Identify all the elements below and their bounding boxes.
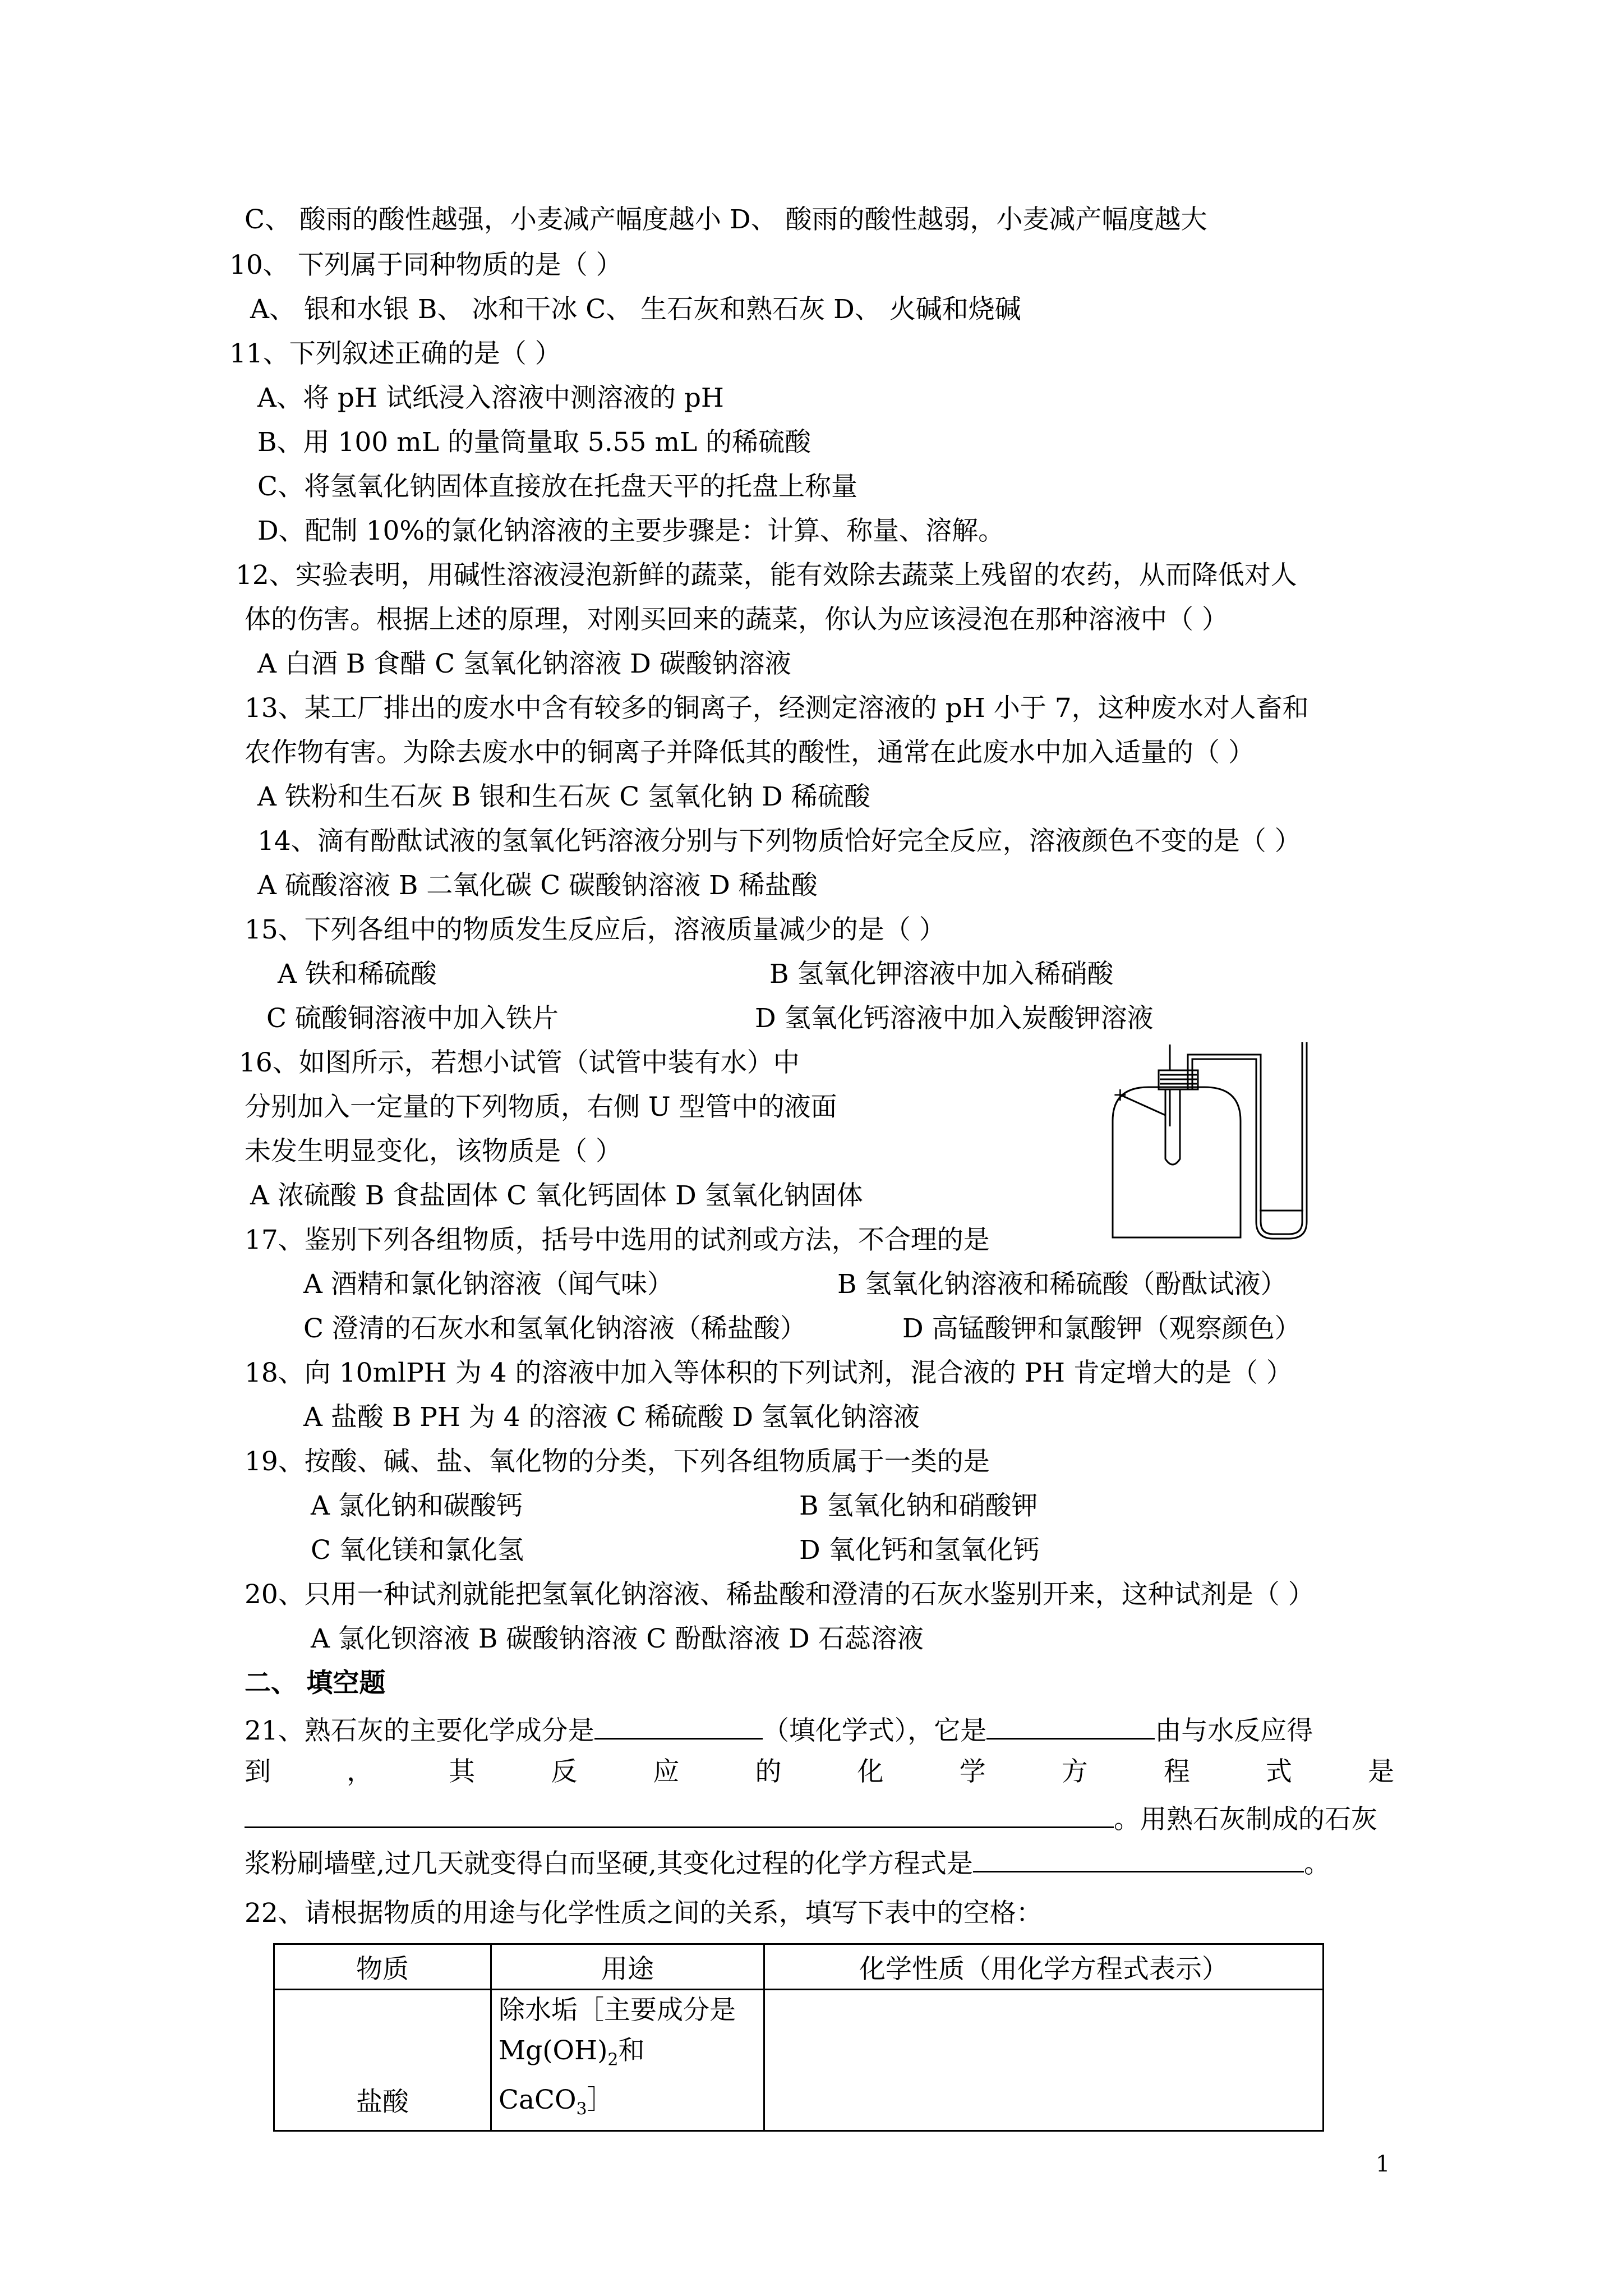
q22-table [273, 1943, 1324, 2132]
header-use: 用途 [491, 1944, 764, 1990]
q19-option-b: B 氢氧化钠和硝酸钾 [799, 1490, 1038, 1521]
q21-blank-source[interactable] [986, 1711, 1155, 1740]
q21-blank-equation-1[interactable] [245, 1800, 1114, 1828]
q10-stem: 10、 下列属于同种物质的是（ ） [229, 250, 623, 280]
section-heading-fill-in: 二、 填空题 [245, 1668, 386, 1699]
q21-line-3 [245, 1800, 1377, 1833]
q18-options: A 盐酸 B PH 为 4 的溶液 C 稀硫酸 D 氢氧化钠溶液 [303, 1402, 920, 1433]
q11-option-c: C、将氢氧化钠固体直接放在托盘天平的托盘上称量 [257, 471, 857, 502]
q16-stem-2: 分别加入一定量的下列物质，右侧 U 型管中的液面 [245, 1092, 837, 1122]
u-tube-right [1256, 1042, 1307, 1239]
q21-text-6: 。 [1303, 1848, 1330, 1879]
q19-option-a: A 氯化钠和碳酸钙 [311, 1490, 523, 1521]
q21-line-4 [245, 1844, 1330, 1878]
q14-stem: 14、滴有酚酞试液的氢氧化钙溶液分别与下列物质恰好完全反应，溶液颜色不变的是（ ） [257, 826, 1301, 857]
q17-option-c: C 澄清的石灰水和氢氧化钠溶液（稀盐酸） [303, 1313, 806, 1344]
q13-stem-1: 13、某工厂排出的废水中含有较多的铜离子，经测定溶液的 pH 小于 7，这种废水对人畜和 [245, 693, 1309, 724]
header-substance: 物质 [274, 1944, 491, 1990]
q21-blank-formula[interactable] [594, 1711, 763, 1740]
cell-use-line-1: 除水垢［主要成分是 [499, 1995, 736, 2026]
q17-option-b: B 氢氧化钠溶液和稀硫酸（酚酞试液） [837, 1269, 1287, 1300]
cell-chemical-property-answer[interactable] [764, 1990, 1324, 2131]
q20-stem: 20、只用一种试剂就能把氢氧化钠溶液、稀盐酸和澄清的石灰水鉴别开来，这种试剂是（ ） [245, 1579, 1315, 1610]
table-row [274, 1990, 1324, 2131]
q12-stem-1: 12、实验表明，用碱性溶液浸泡新鲜的蔬菜，能有效除去蔬菜上残留的农药，从而降低对人 [236, 560, 1297, 591]
cell-use [491, 1990, 764, 2131]
page-number: 1 [1376, 2151, 1390, 2177]
q17-option-a: A 酒精和氯化钠溶液（闻气味） [303, 1269, 674, 1300]
q21-text-2: （填化学式），它是 [762, 1715, 987, 1746]
q16-stem-1: 16、如图所示，若想小试管（试管中装有水）中 [239, 1047, 800, 1078]
q16-stem-3: 未发生明显变化，该物质是（ ） [245, 1136, 622, 1167]
q21-line-2: 到 ， 其 反 应 的 化 学 方 程 式 是 [245, 1756, 1394, 1787]
q11-option-d: D、配制 10%的氯化钠溶液的主要步骤是：计算、称量、溶解。 [257, 516, 1005, 546]
q21-text-4: 。用熟石灰制成的石灰 [1114, 1804, 1377, 1835]
q19-stem: 19、按酸、碱、盐、氧化物的分类，下列各组物质属于一类的是 [245, 1446, 990, 1477]
q22-stem: 22、请根据物质的用途与化学性质之间的关系，填写下表中的空格： [245, 1898, 1043, 1929]
u-tube-apparatus-diagram [1109, 1042, 1345, 1244]
q12-options: A 白酒 B 食醋 C 氢氧化钠溶液 D 碳酸钠溶液 [257, 648, 791, 679]
q17-option-d: D 高锰酸钾和氯酸钾（观察颜色） [902, 1313, 1301, 1344]
plus-sign: + [1113, 1084, 1128, 1105]
q15-stem: 15、下列各组中的物质发生反应后，溶液质量减少的是（ ） [245, 914, 946, 945]
q14-options: A 硫酸溶液 B 二氧化碳 C 碳酸钠溶液 D 稀盐酸 [257, 870, 818, 901]
q13-stem-2: 农作物有害。为除去废水中的铜离子并降低其的酸性，通常在此废水中加入适量的（ ） [245, 737, 1255, 768]
q11-option-a: A、将 pH 试纸浸入溶液中测溶液的 pH [257, 383, 724, 413]
q15-option-a: A 铁和稀硫酸 [278, 959, 437, 990]
q21-text-3: 由与水反应得 [1155, 1715, 1313, 1746]
q15-option-c: C 硫酸铜溶液中加入铁片 [266, 1003, 559, 1034]
q19-option-c: C 氧化镁和氯化氢 [311, 1535, 524, 1566]
q19-option-d: D 氧化钙和氢氧化钙 [799, 1535, 1040, 1566]
cell-use-line-2: $Mg(OH)_2$和 CaCO$_3$］ [499, 2035, 645, 2119]
q16-options: A 浓硫酸 B 食盐固体 C 氧化钙固体 D 氢氧化钠固体 [250, 1180, 863, 1211]
q21-blank-equation-2[interactable] [973, 1844, 1304, 1872]
q20-options: A 氯化钡溶液 B 碳酸钠溶液 C 酚酞溶液 D 石蕊溶液 [311, 1623, 924, 1654]
q21-text-5: 浆粉刷墙壁,过几天就变得白而坚硬,其变化过程的化学方程式是 [245, 1848, 973, 1879]
table-header-row [274, 1944, 1324, 1990]
q21-text-1: 21、熟石灰的主要化学成分是 [245, 1715, 594, 1746]
q21-line-1 [245, 1711, 1313, 1745]
cell-substance: 盐酸 [274, 1990, 491, 2131]
q15-option-d: D 氢氧化钙溶液中加入炭酸钾溶液 [755, 1003, 1154, 1034]
q11-stem: 11、下列叙述正确的是（ ） [229, 338, 561, 369]
q9-options-cd: C、 酸雨的酸性越强，小麦减产幅度越小 D、 酸雨的酸性越弱，小麦减产幅度越大 [245, 204, 1207, 235]
q13-options: A 铁粉和生石灰 B 银和生石灰 C 氢氧化钠 D 稀硫酸 [257, 781, 870, 812]
q17-stem: 17、鉴别下列各组物质，括号中选用的试剂或方法，不合理的是 [245, 1225, 990, 1255]
header-chemical-property: 化学性质（用化学方程式表示） [764, 1944, 1324, 1990]
q18-stem: 18、向 10mlPH 为 4 的溶液中加入等体积的下列试剂，混合液的 PH 肯定增大的是（ ） [245, 1358, 1293, 1388]
q15-option-b: B 氢氧化钾溶液中加入稀硝酸 [769, 959, 1114, 990]
q11-option-b: B、用 100 mL 的量筒量取 5.55 mL 的稀硫酸 [257, 427, 811, 458]
small-test-tube [1165, 1089, 1180, 1165]
q10-options: A、 银和水银 B、 冰和干冰 C、 生石灰和熟石灰 D、 火碱和烧碱 [250, 294, 1021, 325]
q12-stem-2: 体的伤害。根据上述的原理，对刚买回来的蔬菜，你认为应该浸泡在那种溶液中（ ） [245, 604, 1228, 635]
